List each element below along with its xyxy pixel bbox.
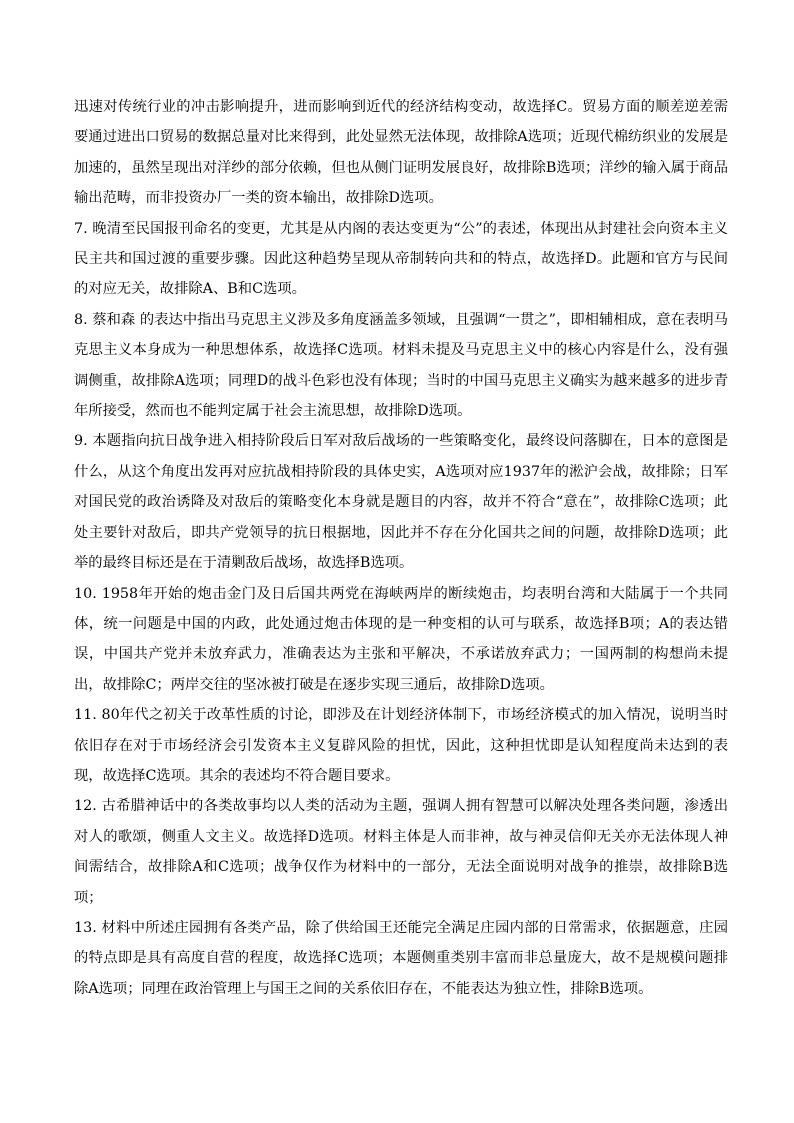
paragraph-continued: 迅速对传统行业的冲击影响提升，进而影响到近代的经济结构变动，故选择C。贸易方面的顺差逆差需要通过进出口贸易的数据总量对比来得到，此处显然无法体现，故排除A选项；近现代棉纺织业的发展是加速的，虽然呈现出对洋纱的部分依赖，但也从侧门证明发展良好，故排除B选项；洋纱的输入属于商品输出范畴，而非投资办厂一类的资本输出，故排除D选项。 bbox=[74, 99, 728, 207]
answer-8-explanation: 8. 蔡和森 的表达中指出马克思主义涉及多角度涵盖多领域，且强调“一贯之”，即相辅相成，意在表明马克思主义本身成为一种思想体系，故选择C选项。材料未提及马克思主义中的核心内容是什么，没有强调侧重，故排除A选项；同理D的战斗色彩也没有体现；当时的中国马克思主义确实为越来越多的进步青年所接受，然而也不能判定属于社会主流思想，故排除D选项。 bbox=[74, 311, 728, 420]
answer-10-explanation: 10. 1958年开始的炮击金门及日后国共两党在海峡两岸的断续炮击，均表明台湾和大陆属于一个共同体，统一问题是中国的内政，此处通过炮击体现的是一种变相的认可与联系，故选择B项；A的表达错误，中国共产党并未放弃武力，准确表达为主张和平解决，不承诺放弃武力；一国两制的构想尚未提出，故排除C；两岸交往的坚冰被打破是在逐步实现三通后，故排除D选项。 bbox=[74, 585, 728, 693]
answer-7-explanation: 7. 晚清至民国报刊命名的变更，尤其是从内阁的表达变更为“公”的表述，体现出从封建社会向资本主义民主共和国过渡的重要步骤。因此这种趋势呈现从帝制转向共和的特点，故选择D。此题和官方与民间的对应无关，故排除A、B和C选项。 bbox=[74, 220, 728, 298]
answer-12-explanation: 12. 古希腊神话中的各类故事均以人类的活动为主题，强调人拥有智慧可以解决处理各类问题，渗透出对人的歌颂，侧重人文主义。故选择D选项。材料主体是人而非神，故与神灵信仰无关亦无法体现人神间需结合，故排除A和C选项；战争仅作为材料中的一部分，无法全面说明对战争的推崇，故排除B选项； bbox=[74, 798, 728, 906]
answer-11-explanation: 11. 80年代之初关于改革性质的讨论，即涉及在计划经济体制下，市场经济模式的加入情况，说明当时依旧存在对于市场经济会引发资本主义复辟风险的担忧，因此，这种担忧即是认知程度尚未达到的表现，故选择C选项。其余的表述均不符合题目要求。 bbox=[74, 707, 728, 784]
answer-9-explanation: 9. 本题指向抗日战争进入相持阶段后日军对敌后战场的一些策略变化，最终设问落脚在，日本的意图是什么，从这个角度出发再对应抗战相持阶段的具体史实，A选项对应1937年的淞沪会战，故排除；日军对国民党的政治诱降及对敌后的策略变化本身就是题目的内容，故并不符合“意在”，故排除C选项；此处主要针对敌后，即共产党领导的抗日根据地，因此并不存在分化国共之间的问题，故排除D选项；此举的最终目标还是在于清剿敌后战场，故选择B选项。 bbox=[74, 433, 728, 572]
answer-13-explanation: 13. 材料中所述庄园拥有各类产品，除了供给国王还能完全满足庄园内部的日常需求，依据题意，庄园的特点即是具有高度自营的程度，故选择C选项；本题侧重类别丰富而非总量庞大，故不是规模问题排除A选项；同理在政治管理上与国王之间的关系依旧存在，不能表达为独立性，排除B选项。 bbox=[74, 919, 728, 997]
answer-explanations bbox=[74, 92, 728, 1004]
